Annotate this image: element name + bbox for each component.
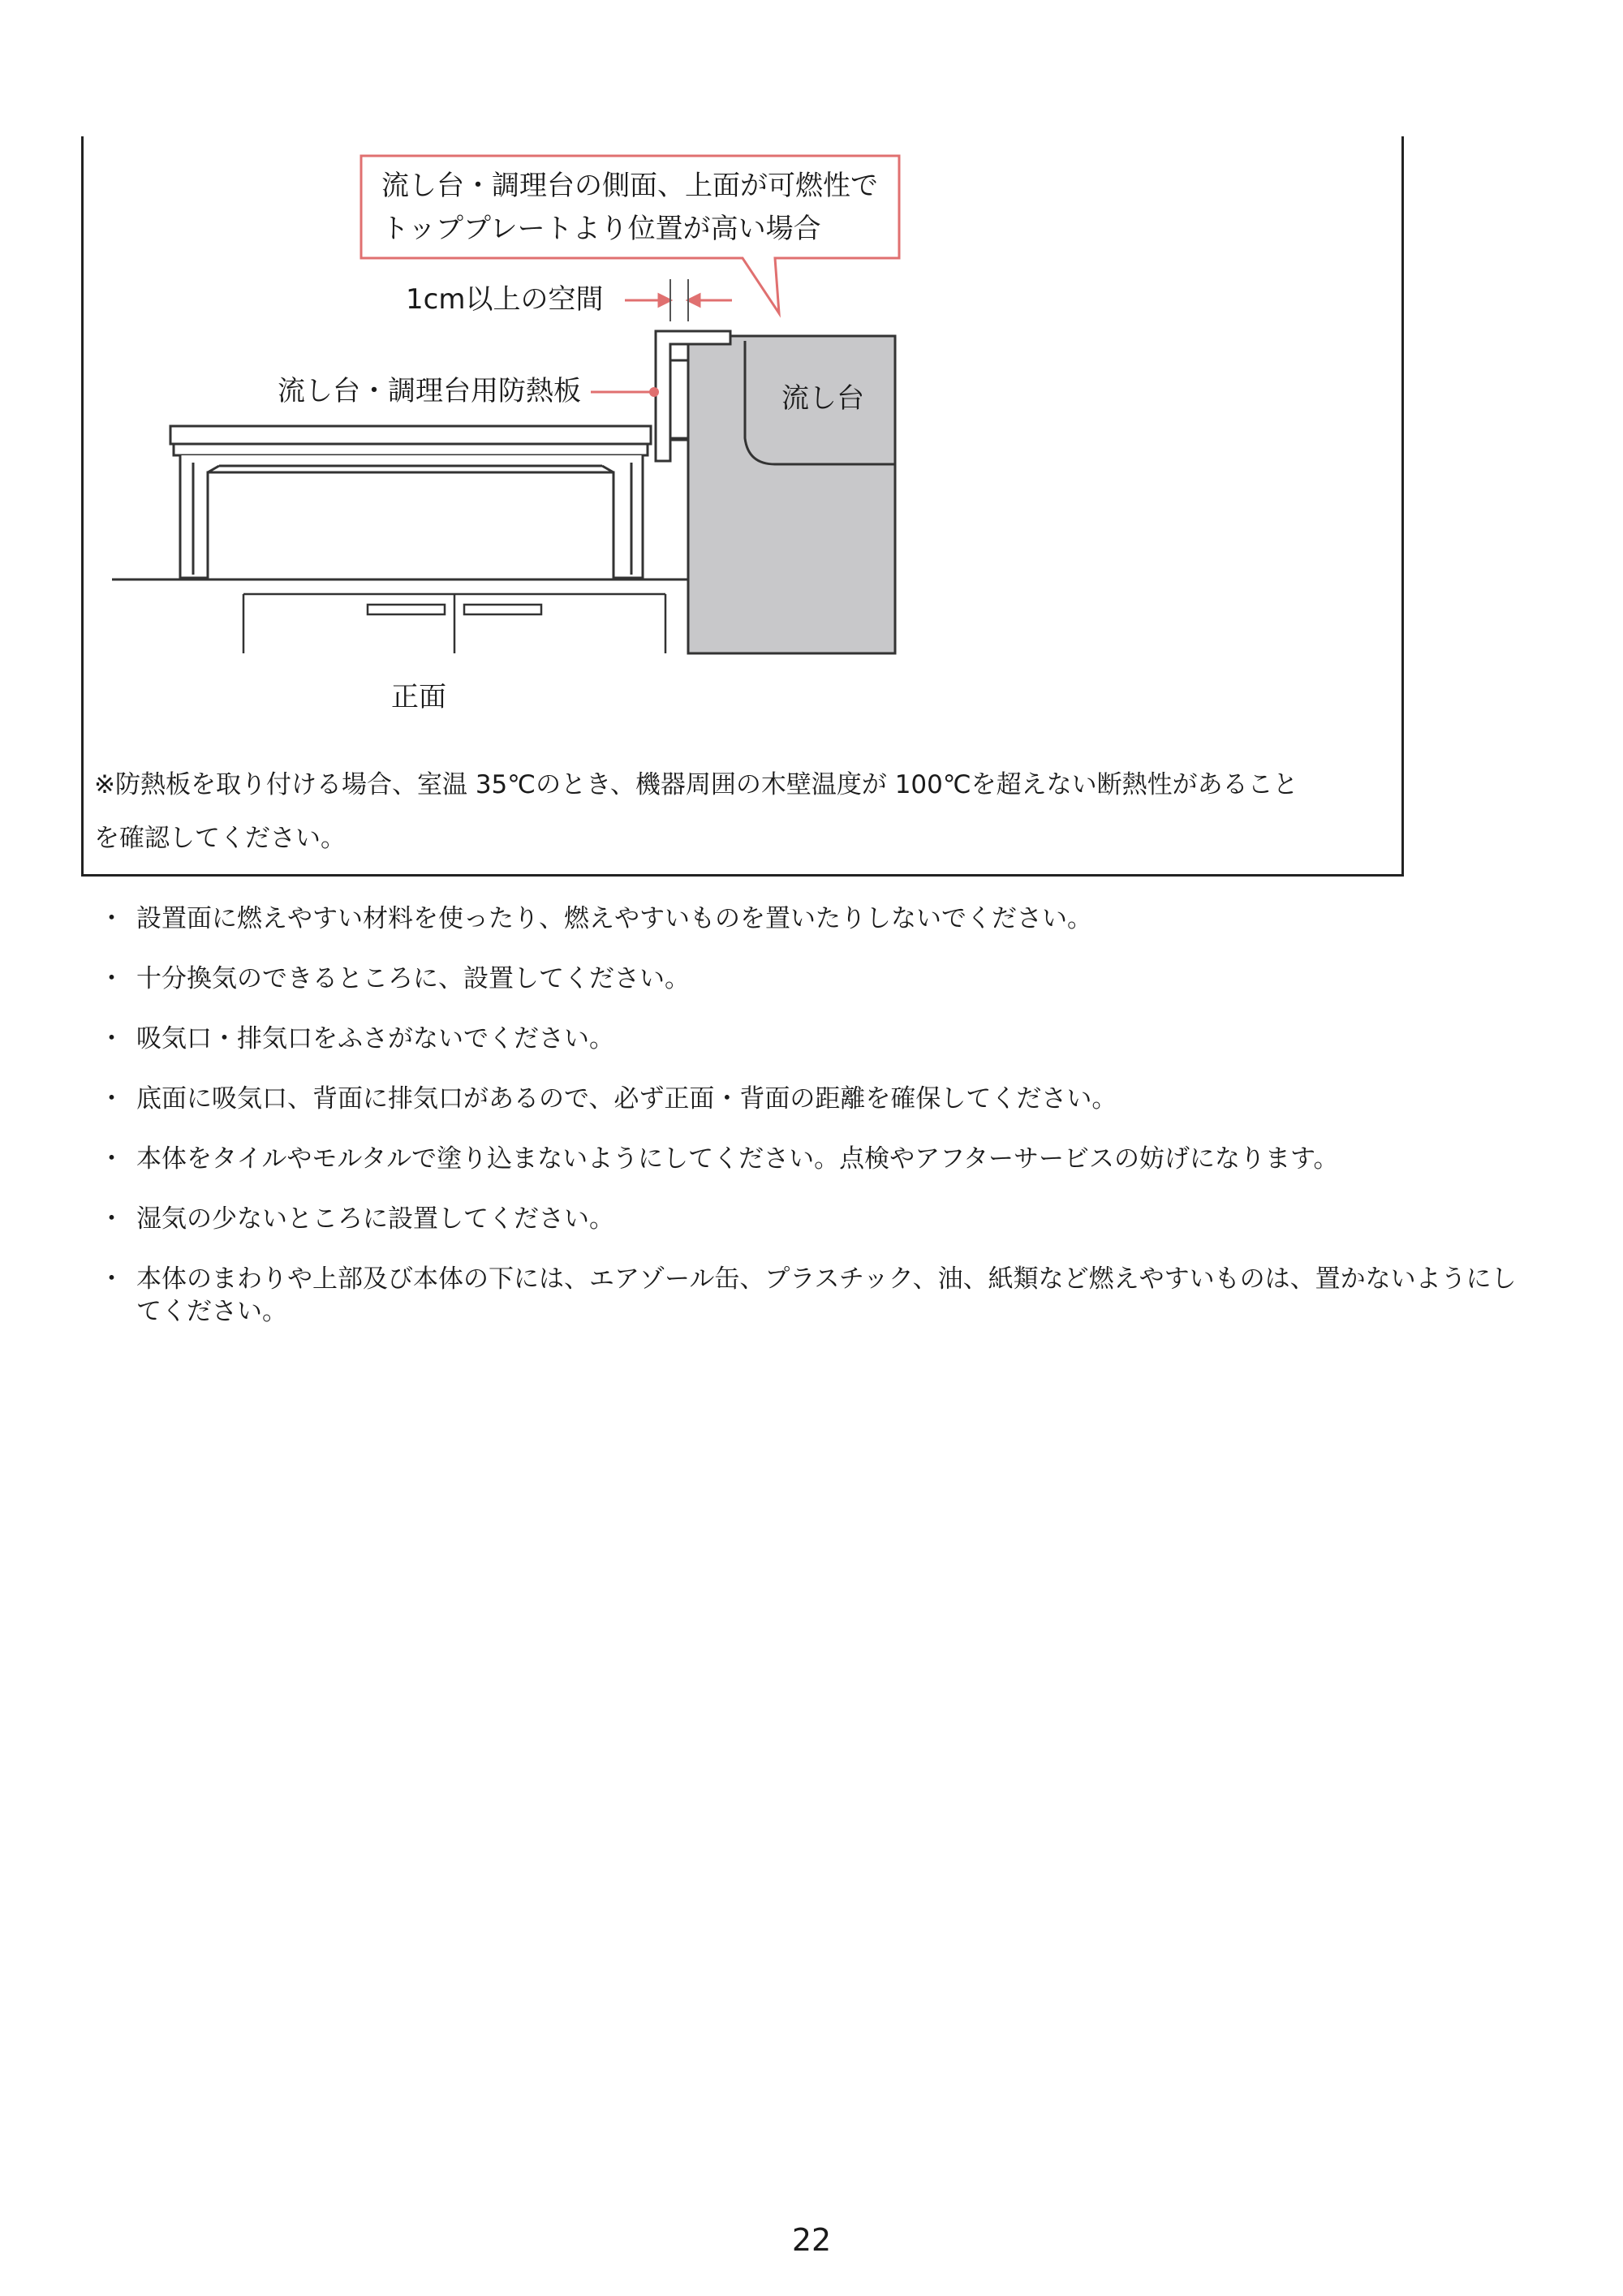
sink-label: 流し台 [781, 382, 864, 415]
list-item: ・ 吸気口・排気口をふさがないでください。 [104, 1023, 1532, 1055]
note-line2: を確認してください。 [94, 824, 346, 853]
list-item: ・ 本体のまわりや上部及び本体の下には、エアゾール缶、プラスチック、油、紙類など燃えやすいものは、置かないようにしてください。 [104, 1263, 1532, 1328]
list-item: ・ 湿気の少ないところに設置してください。 [104, 1203, 1532, 1235]
gap-label: 1cm以上の空間 [406, 283, 604, 316]
front-label: 正面 [391, 681, 446, 713]
list-item: ・ 本体をタイルやモルタルで塗り込まないようにしてください。点検やアフターサービスの妨げになります。 [104, 1143, 1532, 1175]
list-item: ・ 底面に吸気口、背面に排気口があるので、必ず正面・背面の距離を確保してください。 [104, 1083, 1532, 1115]
callout-text-line2: トッププレートより位置が高い場合 [381, 213, 821, 245]
cabinet [243, 594, 665, 653]
heat-shield-label: 流し台・調理台用防熱板 [278, 375, 581, 407]
caution-list [104, 902, 1532, 1355]
callout-text-line1: 流し台・調理台の側面、上面が可燃性で [381, 170, 878, 202]
list-item: ・ 十分換気のできるところに、設置してください。 [104, 963, 1532, 995]
note-line1: ※防熱板を取り付ける場合、室温 35℃のとき、機器周囲の木壁温度が 100℃を超えない断熱性があること [94, 770, 1298, 799]
list-item: ・ 設置面に燃えやすい材料を使ったり、燃えやすいものを置いたりしないでください。 [104, 902, 1532, 935]
gap-arrows [625, 295, 732, 306]
page-number: 22 [791, 2222, 832, 2258]
stove-appliance [170, 426, 651, 578]
heat-shield-leader [591, 387, 659, 397]
